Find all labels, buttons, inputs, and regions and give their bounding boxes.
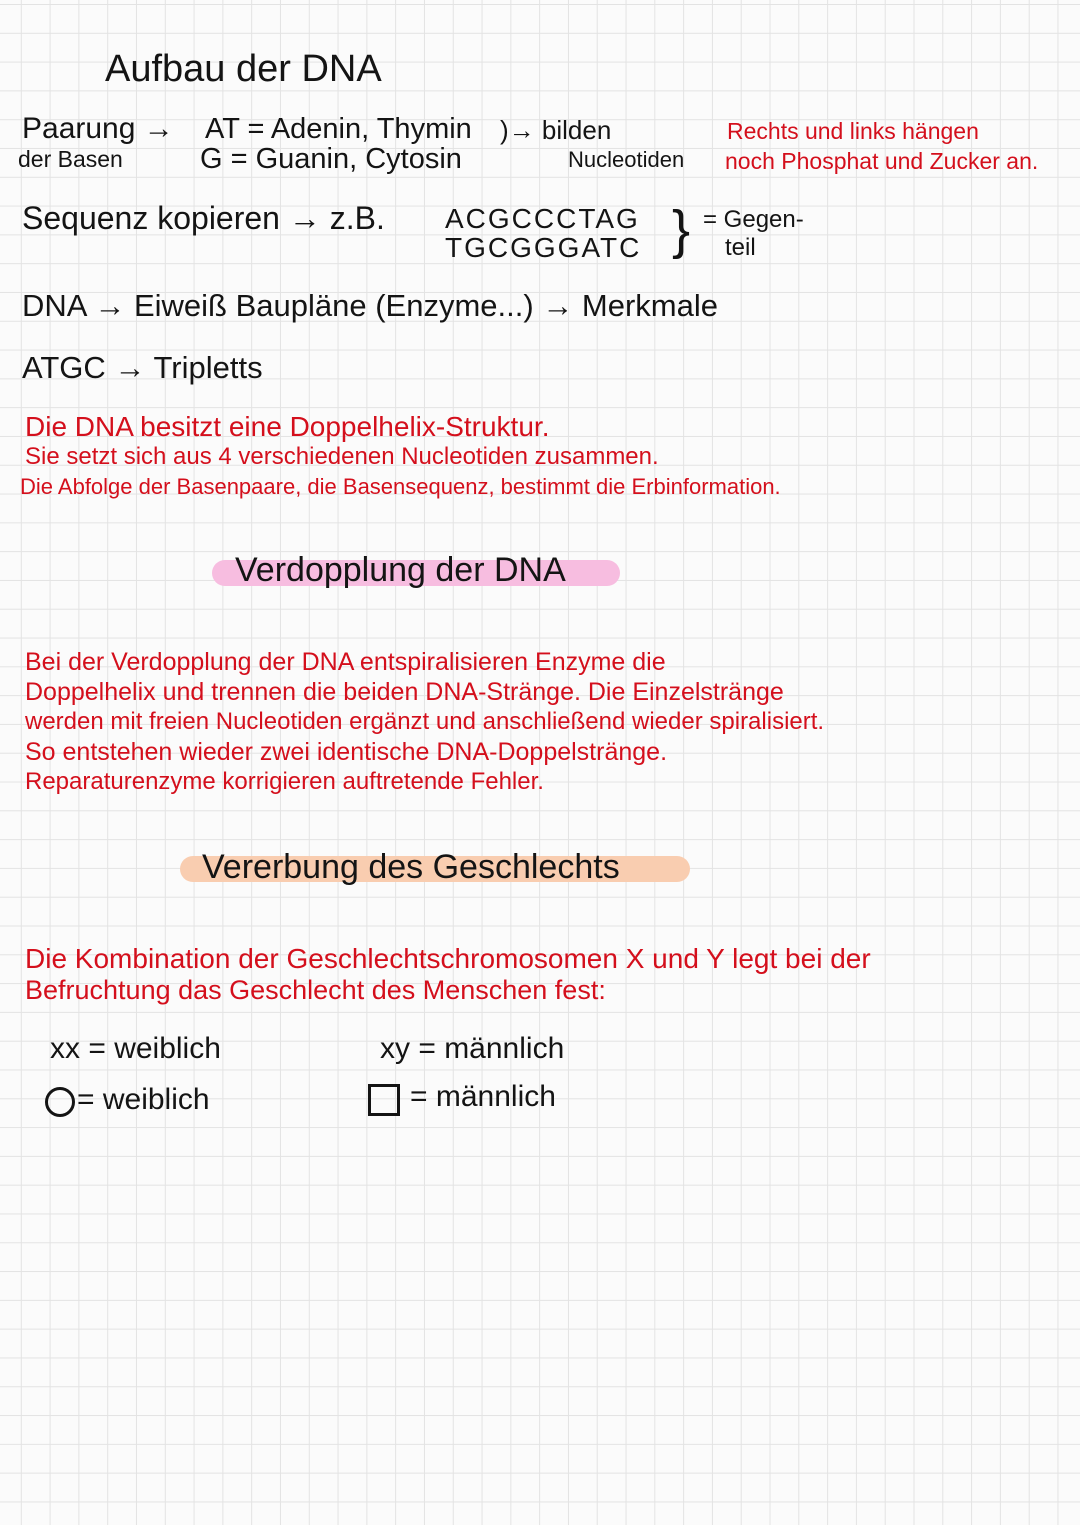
pairing-label: Paarung → <box>22 112 174 145</box>
sequence-strand-1: ACGCCCTAG <box>445 203 640 234</box>
pairing-note-1: Rechts und links hängen <box>727 118 979 144</box>
paragraph-line: Reparaturenzyme korrigieren auftretende Fehler. <box>25 768 544 795</box>
brace: } <box>672 200 691 260</box>
xx-female: xx = weiblich <box>50 1032 221 1065</box>
paragraph-line: So entstehen wieder zwei identische DNA-Doppelstränge. <box>25 738 668 766</box>
page-title: Aufbau der DNA <box>105 48 382 90</box>
pairing-row-gc: G = Guanin, Cytosin <box>200 143 462 175</box>
paragraph-line: Bei der Verdopplung der DNA entspiralisieren Enzyme die <box>25 648 666 676</box>
sequence-strand-2: TGCGGGATC <box>445 232 642 263</box>
sequence-label: Sequenz kopieren → z.B. <box>22 200 385 236</box>
square-label: = männlich <box>410 1080 556 1113</box>
pairing-result: Nucleotiden <box>568 147 685 172</box>
pairing-row-at: AT = Adenin, Thymin <box>205 113 472 145</box>
pairing-note-2: noch Phosphat und Zucker an. <box>725 148 1039 174</box>
xy-male: xy = männlich <box>380 1032 565 1065</box>
circle-label: = weiblich <box>77 1083 210 1116</box>
pairing-arrow: )→ bilden <box>500 115 612 145</box>
sequence-result-1: = Gegen- <box>703 206 804 233</box>
sequence-result-2: teil <box>725 234 756 261</box>
circle-female-icon <box>45 1087 75 1117</box>
protein-line: DNA → Eiweiß Baupläne (Enzyme...) → Merkmale <box>22 288 718 323</box>
section-heading-vererbung: Vererbung des Geschlechts <box>202 848 620 886</box>
summary-line: Die Abfolge der Basenpaare, die Basensequenz, bestimmt die Erbinformation. <box>20 474 781 499</box>
square-male-icon <box>368 1084 400 1116</box>
summary-line: Die DNA besitzt eine Doppelhelix-Struktur. <box>25 411 550 442</box>
paragraph-line: Die Kombination der Geschlechtschromosomen X und Y legt bei der <box>25 943 871 974</box>
triplets-line: ATGC → Tripletts <box>22 350 263 385</box>
section-heading-verdopplung: Verdopplung der DNA <box>235 551 566 589</box>
paragraph-line: Doppelhelix und trennen die beiden DNA-Stränge. Die Einzelstränge <box>25 678 784 706</box>
paragraph-line: Befruchtung das Geschlecht des Menschen fest: <box>25 975 606 1005</box>
paragraph-line: werden mit freien Nucleotiden ergänzt und anschließend wieder spiralisiert. <box>25 708 825 735</box>
pairing-label-2: der Basen <box>18 146 123 172</box>
summary-line: Sie setzt sich aus 4 verschiedenen Nucleotiden zusammen. <box>25 443 659 470</box>
